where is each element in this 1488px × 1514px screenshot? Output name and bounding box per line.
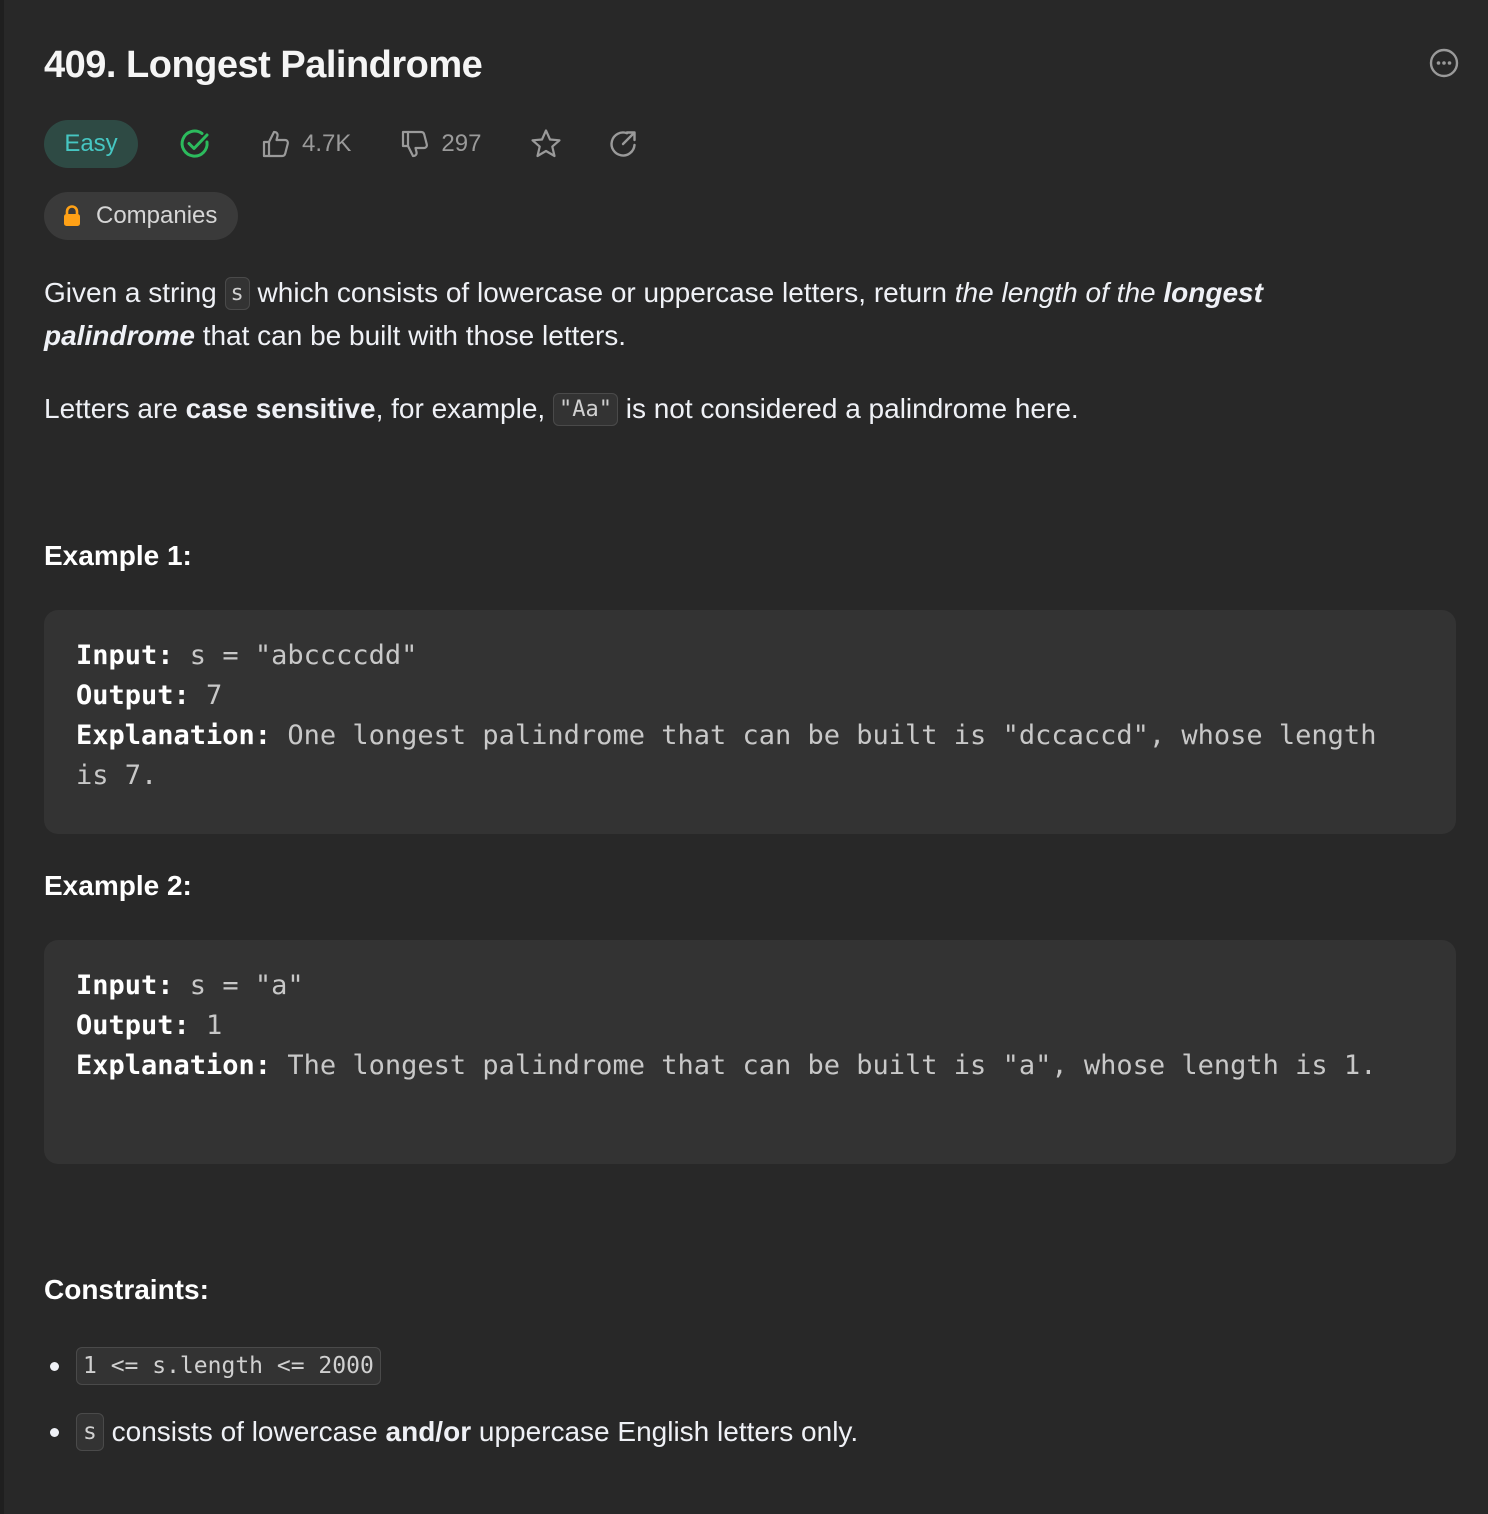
dislike-button[interactable] — [399, 128, 481, 160]
lock-icon — [62, 205, 82, 227]
inline-code-aa: "Aa" — [553, 393, 618, 426]
thumbs-up-icon — [260, 128, 292, 160]
constraint-item — [44, 1340, 858, 1392]
constraints-heading: Constraints: — [44, 1274, 209, 1305]
like-button[interactable] — [260, 128, 351, 160]
constraint-code: 1 <= s.length <= 2000 — [76, 1347, 381, 1385]
description-paragraph-1: Given a string s which consists of lowercase or uppercase letters, return the length of the longest palindrome that can be built with those letters. — [44, 277, 1263, 351]
problem-title: 409. Longest Palindrome — [44, 44, 483, 86]
share-button[interactable] — [607, 128, 639, 160]
panel-edge — [0, 0, 4, 1514]
problem-meta-row — [44, 120, 639, 168]
solved-check-icon — [178, 127, 212, 161]
star-icon — [529, 127, 563, 161]
dislike-count: 297 — [441, 130, 482, 157]
description-paragraph-2: Letters are case sensitive, for example, "Aa" is not considered a palindrome here. — [44, 393, 1079, 424]
constraint-code: s — [76, 1413, 104, 1451]
like-count: 4.7K — [302, 130, 352, 157]
solved-status — [178, 127, 212, 161]
thumbs-down-icon — [399, 128, 431, 160]
constraint-item: s consists of lowercase and/or uppercase English letters only. — [44, 1406, 858, 1458]
companies-label: Companies — [96, 202, 218, 229]
difficulty-badge: Easy — [44, 120, 138, 168]
inline-code-s: s — [225, 277, 250, 310]
example-1-block: Input: s = "abccccdd" Output: 7 Explanation: One longest palindrome that can be built is "dccaccd", whose length is 7. — [44, 610, 1456, 834]
more-options-button[interactable] — [1427, 46, 1461, 80]
share-icon — [607, 128, 639, 160]
more-icon — [1427, 46, 1461, 80]
favorite-button[interactable] — [529, 127, 563, 161]
companies-button[interactable] — [44, 192, 238, 240]
example-2-heading: Example 2: — [44, 870, 192, 901]
example-1-heading: Example 1: — [44, 540, 192, 571]
example-2-block: Input: s = "a" Output: 1 Explanation: The longest palindrome that can be built is "a", whose length is 1. — [44, 940, 1456, 1164]
constraints-list — [44, 1340, 858, 1458]
